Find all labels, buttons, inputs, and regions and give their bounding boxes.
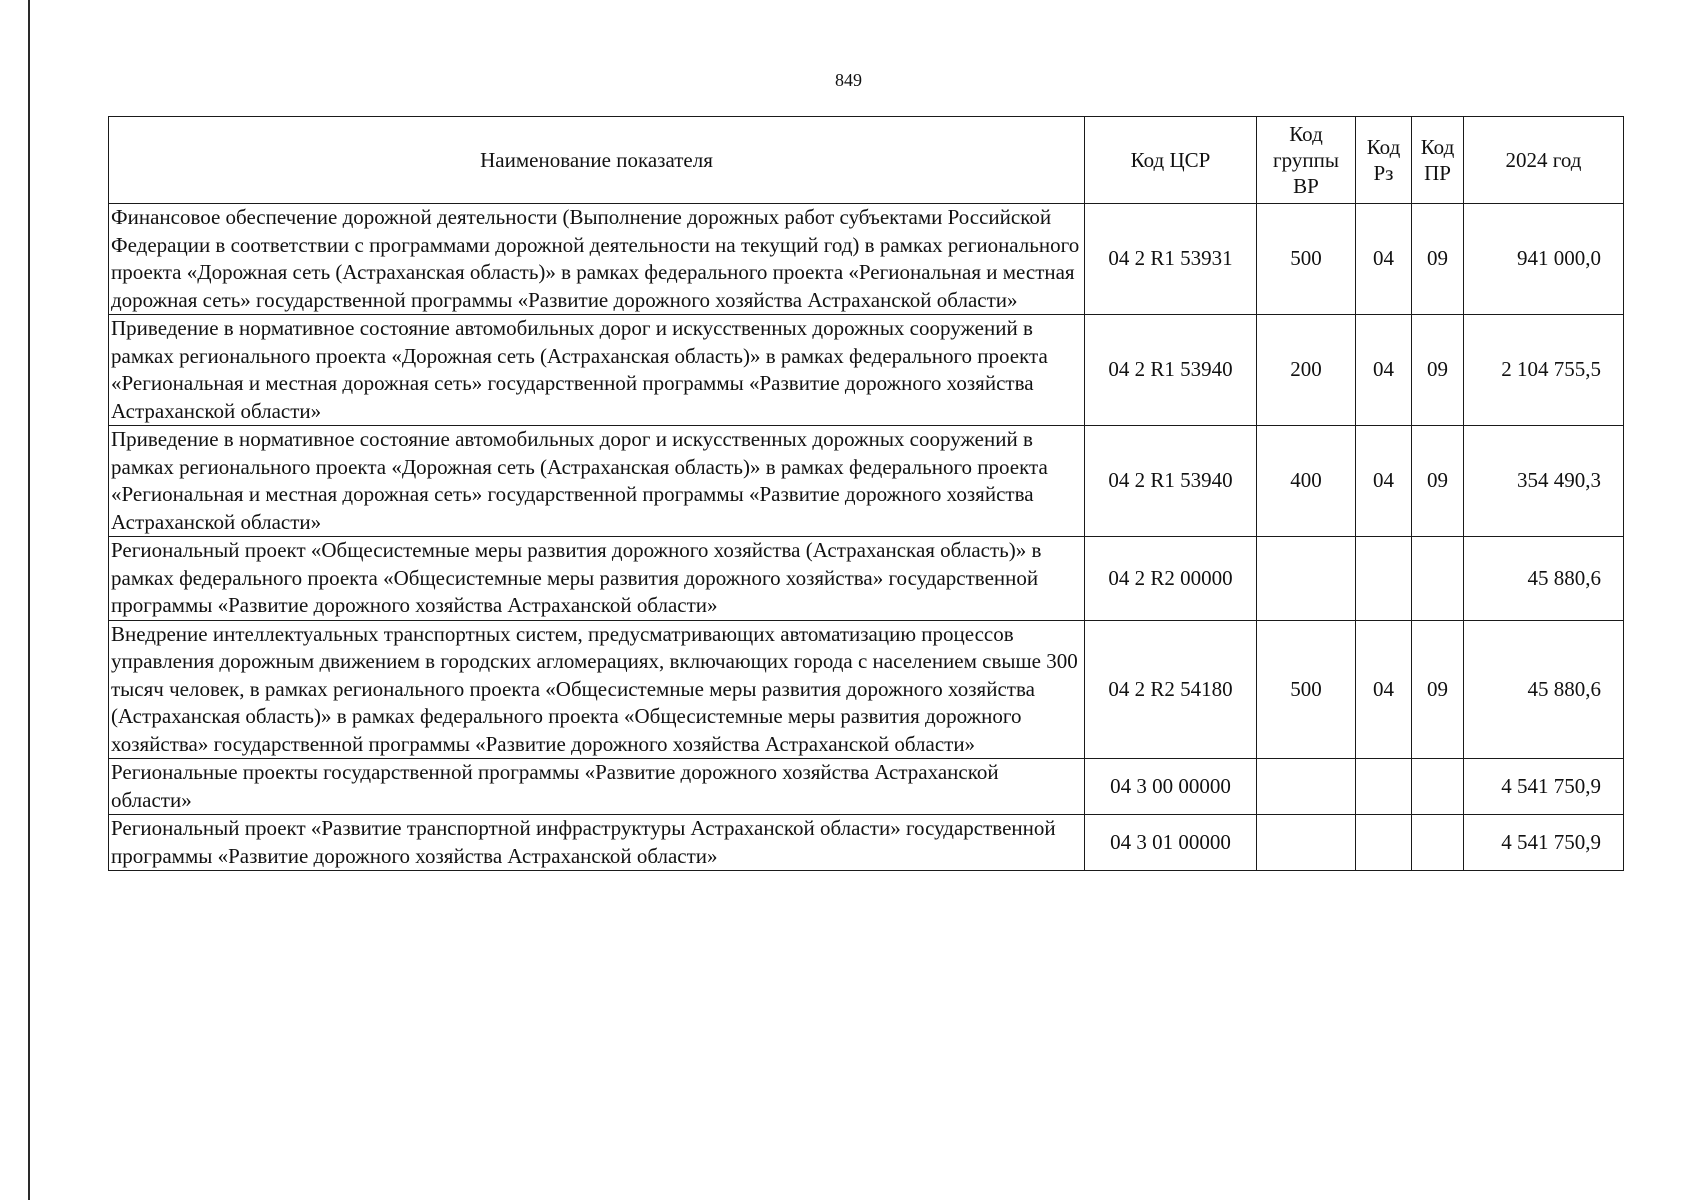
table-row: [109, 315, 1624, 426]
table-row: [109, 620, 1624, 759]
cell-pr-code: 09: [1412, 426, 1464, 537]
cell-csr-code: 04 2 R1 53940: [1085, 315, 1257, 426]
cell-csr-code: 04 2 R1 53931: [1085, 204, 1257, 315]
cell-pr-code: [1412, 537, 1464, 621]
cell-csr-code: 04 2 R2 54180: [1085, 620, 1257, 759]
cell-amount: 941 000,0: [1464, 204, 1624, 315]
table-row: [109, 759, 1624, 815]
cell-amount: 4 541 750,9: [1464, 815, 1624, 871]
cell-rz-code: [1356, 815, 1412, 871]
budget-table: [108, 116, 1624, 871]
cell-vr-code: 200: [1257, 315, 1356, 426]
cell-csr-code: 04 2 R1 53940: [1085, 426, 1257, 537]
cell-rz-code: 04: [1356, 620, 1412, 759]
cell-indicator-name: Финансовое обеспечение дорожной деятельности (Выполнение дорожных работ субъектами Российской Федерации в соответствии с программами дорожной деятельности на текущий год) в рамках регионального проекта «Дорожная сеть (Астраханская область)» в рамках федерального проекта «Региональная и местная дорожная сеть» государственной программы «Развитие дорожного хозяйства Астраханской области»: [109, 204, 1085, 315]
cell-indicator-name: Региональные проекты государственной программы «Развитие дорожного хозяйства Астраханской области»: [109, 759, 1085, 815]
cell-vr-code: 500: [1257, 620, 1356, 759]
header-rz-code: Код Рз: [1356, 117, 1412, 204]
header-vr-code: Код группы ВР: [1257, 117, 1356, 204]
cell-amount: 45 880,6: [1464, 537, 1624, 621]
cell-csr-code: 04 3 01 00000: [1085, 815, 1257, 871]
cell-rz-code: [1356, 537, 1412, 621]
cell-amount: 4 541 750,9: [1464, 759, 1624, 815]
cell-indicator-name: Региональный проект «Общесистемные меры развития дорожного хозяйства (Астраханская область)» в рамках федерального проекта «Общесистемные меры развития дорожного хозяйства» государственной программы «Развитие дорожного хозяйства Астраханской области»: [109, 537, 1085, 621]
cell-pr-code: [1412, 759, 1464, 815]
table-row: [109, 204, 1624, 315]
cell-rz-code: 04: [1356, 204, 1412, 315]
cell-rz-code: [1356, 759, 1412, 815]
header-amount-2024: 2024 год: [1464, 117, 1624, 204]
cell-indicator-name: Приведение в нормативное состояние автомобильных дорог и искусственных дорожных сооружений в рамках регионального проекта «Дорожная сеть (Астраханская область)» в рамках федерального проекта «Региональная и местная дорожная сеть» государственной программы «Развитие дорожного хозяйства Астраханской области»: [109, 315, 1085, 426]
table-header-row: [109, 117, 1624, 204]
cell-rz-code: 04: [1356, 426, 1412, 537]
binding-edge-line: [28, 0, 30, 1200]
table-row: [109, 426, 1624, 537]
cell-rz-code: 04: [1356, 315, 1412, 426]
header-indicator-name: Наименование показателя: [109, 117, 1085, 204]
cell-pr-code: [1412, 815, 1464, 871]
cell-vr-code: [1257, 815, 1356, 871]
cell-indicator-name: Региональный проект «Развитие транспортной инфраструктуры Астраханской области» государственной программы «Развитие дорожного хозяйства Астраханской области»: [109, 815, 1085, 871]
cell-pr-code: 09: [1412, 204, 1464, 315]
table-row: [109, 815, 1624, 871]
cell-pr-code: 09: [1412, 315, 1464, 426]
cell-vr-code: [1257, 537, 1356, 621]
cell-pr-code: 09: [1412, 620, 1464, 759]
table-row: [109, 537, 1624, 621]
cell-vr-code: 500: [1257, 204, 1356, 315]
cell-amount: 45 880,6: [1464, 620, 1624, 759]
cell-indicator-name: Внедрение интеллектуальных транспортных систем, предусматривающих автоматизацию процессов управления дорожным движением в городских агломерациях, включающих города с населением свыше 300 тысяч человек, в рамках регионального проекта «Общесистемные меры развития дорожного хозяйства (Астраханская область)» в рамках федерального проекта «Общесистемные меры развития дорожного хозяйства» государственной программы «Развитие дорожного хозяйства Астраханской области»: [109, 620, 1085, 759]
cell-vr-code: [1257, 759, 1356, 815]
cell-csr-code: 04 2 R2 00000: [1085, 537, 1257, 621]
cell-amount: 354 490,3: [1464, 426, 1624, 537]
cell-amount: 2 104 755,5: [1464, 315, 1624, 426]
page-number: 849: [835, 70, 862, 90]
cell-csr-code: 04 3 00 00000: [1085, 759, 1257, 815]
header-pr-code: Код ПР: [1412, 117, 1464, 204]
cell-vr-code: 400: [1257, 426, 1356, 537]
cell-indicator-name: Приведение в нормативное состояние автомобильных дорог и искусственных дорожных сооружений в рамках регионального проекта «Дорожная сеть (Астраханская область)» в рамках федерального проекта «Региональная и местная дорожная сеть» государственной программы «Развитие дорожного хозяйства Астраханской области»: [109, 426, 1085, 537]
header-csr-code: Код ЦСР: [1085, 117, 1257, 204]
